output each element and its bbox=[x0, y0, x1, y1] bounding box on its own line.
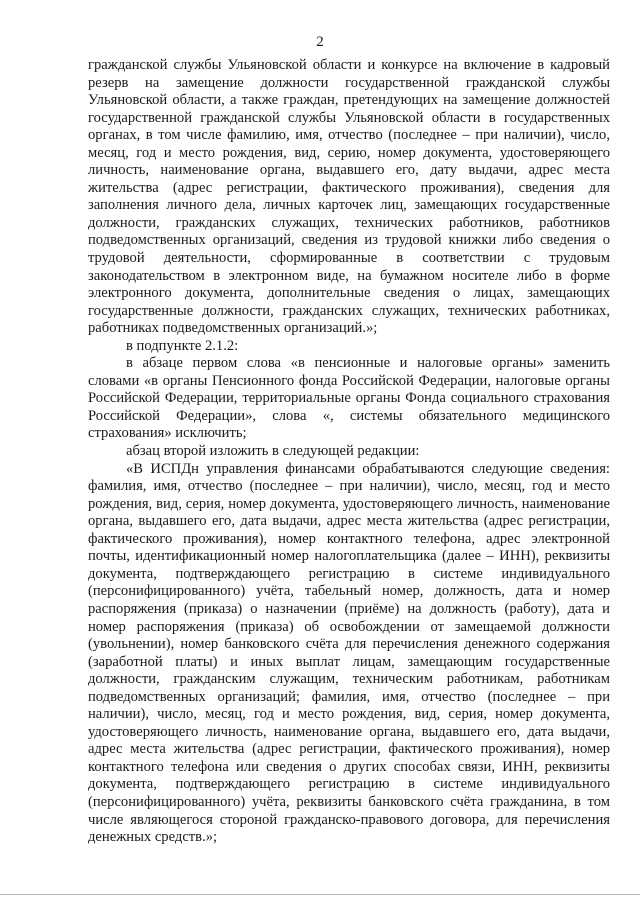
paragraph-continuation: гражданской службы Ульяновской области и конкурсе на включение в кадровый резерв на замещение должности государственной гражданской службы Ульяновской области, а также граждан, претендующих на замещение должностей государственной гражданской службы Ульяновской области в государственных органах, в том числе фамилию, имя, отчество (последнее – при наличии), число, месяц, год и место рождения, вид, серию, номер документа, удостоверяющего личность, наименование органа, выдавшего его, дату выдачи, адрес места жительства (адрес регистрации, фактического проживания), сведения для заполнения личного дела, личных карточек лиц, замещающих государственные должности, гражданских служащих, технических работников, работников подведомственных организаций, сведения из трудовой книжки либо сведения о трудовой деятельности, сформированные в соответствии с трудовым законодательством в электронном виде, на бумажном носителе либо в форме электронного документа, дополнительные сведения о лицах, замещающих государственные должности, гражданских служащих, технических работниках, работниках подведомственных организаций.»; bbox=[88, 57, 610, 337]
paragraph-subclause-header: в подпункте 2.1.2: bbox=[126, 337, 239, 354]
scan-artifact-line bbox=[0, 894, 640, 895]
paragraph-second-intro: абзац второй изложить в следующей редакции: bbox=[126, 443, 420, 460]
document-body bbox=[88, 57, 610, 847]
paragraph-first-amendment: в абзаце первом слова «в пенсионные и налоговые органы» заменить словами «в органы Пенсионного фонда Российской Федерации, налоговые органы Российской Федерации, территориальные органы Фонда социального страхования Российской Федерации», слова «, системы обязательного медицинского страхования» исключить; bbox=[88, 355, 610, 442]
page-number: 2 bbox=[316, 34, 324, 50]
paragraph-new-wording: «В ИСПДн управления финансами обрабатываются следующие сведения: фамилия, имя, отчество (последнее – при наличии), число, месяц, год и место рождения, вид, серия, номер документа, удостоверяющего личность, наименование органа, выдавшего его, дата выдачи, адрес места жительства (адрес регистрации, фактического проживания), номер контактного телефона, адрес электронной почты, идентификационный номер налогоплательщика (далее – ИНН), реквизиты документа, подтверждающего регистрацию в системе индивидуального (персонифицированного) учёта, табельный номер, должность, дата и номер распоряжения (приказа) о назначении (приёме) на должность (работу), дата и номер распоряжения (приказа) об освобождении от замещаемой должности (увольнении), номер банковского счёта для перечисления денежного содержания (заработной платы) и иных выплат лицам, замещающим государственные должности, гражданским служащим, техническим работникам, работникам подведомственных организаций; фамилия, имя, отчество (последнее – при наличии), число, месяц, год и место рождения, вид, серия, номер документа, удостоверяющего личность, наименование органа, выдавшего его, дата выдачи, адрес места жительства (адрес регистрации, фактического проживания), номер контактного телефона или сведения о других способах связи, ИНН, реквизиты документа, подтверждающего регистрацию в системе индивидуального (персонифицированного) учёта, реквизиты банковского счёта гражданина, в том числе являющегося стороной гражданско-правового договора, для перечисления денежных средств.»; bbox=[88, 460, 610, 846]
